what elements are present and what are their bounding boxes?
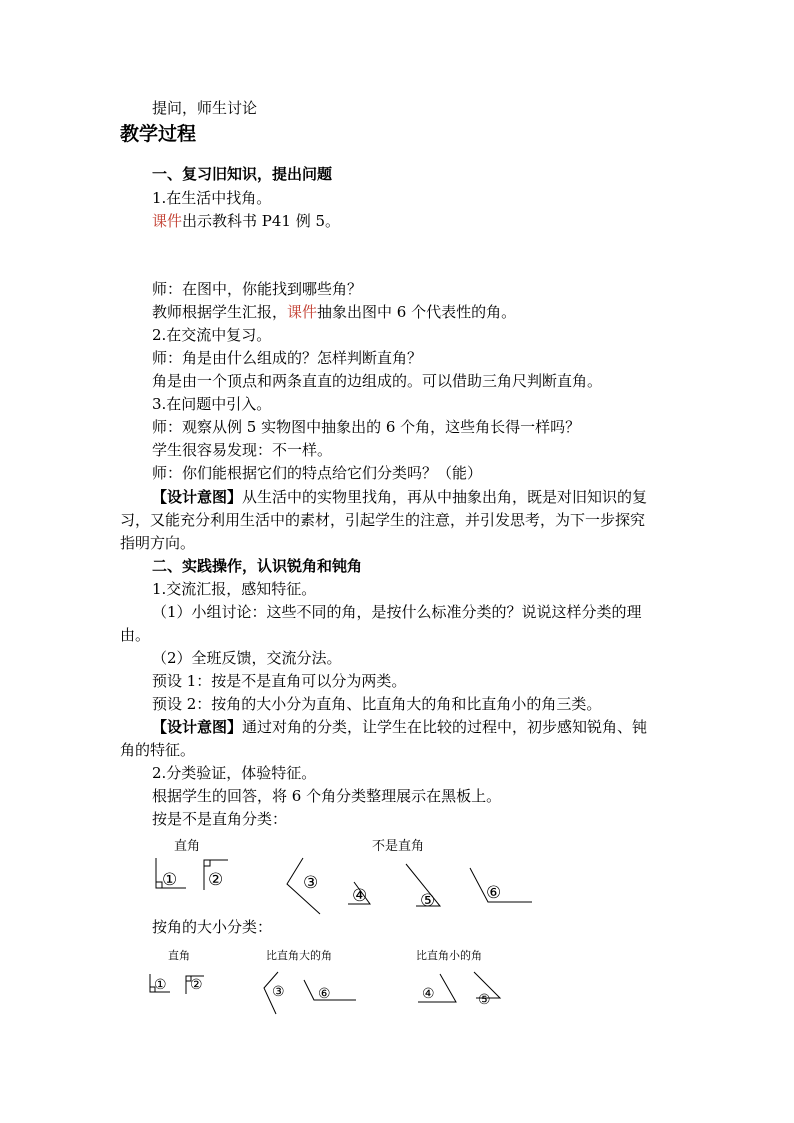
label-right-angle: 直角	[174, 839, 201, 854]
angle-3	[287, 858, 320, 914]
angle-5-small	[474, 972, 500, 1008]
section-title: 教学过程	[120, 123, 197, 145]
angle-1	[156, 858, 186, 890]
paragraph: 2.在交流中复习。	[152, 326, 272, 344]
angle-5	[406, 864, 440, 911]
paragraph	[152, 716, 647, 738]
angle-3-small	[264, 972, 285, 1014]
intro-line: 提问，师生讨论	[152, 99, 258, 117]
angle-classification-figure-1	[140, 830, 560, 920]
paragraph	[152, 486, 647, 508]
paragraph: 学生很容易发现：不一样。	[152, 441, 333, 459]
paragraph-text: 从生活中的实物里找角，再从中抽象出角，既是对旧知识的复	[242, 488, 648, 506]
angle-number-4: ④	[422, 986, 435, 1002]
angle-2	[204, 860, 228, 890]
angle-number-1: ①	[162, 870, 178, 890]
paragraph: 3.在问题中引入。	[152, 395, 272, 413]
paragraph: 按是不是直角分类：	[152, 810, 288, 828]
paragraph: 师：你们能根据它们的特点给它们分类吗？（能）	[152, 464, 483, 482]
label-not-right-angle: 不是直角	[372, 839, 425, 854]
angle-number-3: ③	[272, 984, 285, 1000]
paragraph: 指明方向。	[120, 534, 196, 552]
angle-2-small	[186, 976, 204, 994]
paragraph: 角是由一个顶点和两条直直的边组成的。可以借助三角尺判断直角。	[152, 372, 603, 390]
paragraph: 预设 1：按是不是直角可以分为两类。	[152, 672, 407, 690]
paragraph: 按角的大小分类：	[152, 918, 273, 936]
paragraph	[152, 301, 516, 323]
heading-review: 一、复习旧知识，提出问题	[152, 165, 333, 183]
paragraph-text: 出示教科书 P41 例 5。	[182, 212, 341, 230]
angle-6-small	[304, 980, 356, 1002]
angle-1-small	[150, 974, 170, 993]
paragraph: 根据学生的回答，将 6 个角分类整理展示在黑板上。	[152, 787, 502, 805]
paragraph: 1.在生活中找角。	[152, 189, 272, 207]
design-intent-label: 【设计意图】	[152, 488, 243, 506]
paragraph: 角的特征。	[120, 741, 196, 759]
label-smaller-than-right: 比直角小的角	[416, 949, 482, 962]
paragraph-text: 教师根据学生汇报，	[152, 303, 288, 321]
angle-classification-figure-2	[140, 942, 520, 1020]
angle-number-6: ⑥	[318, 986, 331, 1002]
heading-practice: 二、实践操作，认识锐角和钝角	[152, 557, 363, 575]
paragraph	[152, 210, 340, 232]
angle-6	[470, 868, 532, 903]
angle-number-2: ②	[208, 870, 224, 890]
paragraph: （1）小组讨论：这些不同的角，是按什么标准分类的？说说这样分类的理	[152, 603, 642, 621]
paragraph: 由。	[120, 626, 151, 644]
paragraph: 1.交流汇报，感知特征。	[152, 580, 317, 598]
paragraph: （2）全班反馈，交流分法。	[152, 649, 342, 667]
design-intent-label: 【设计意图】	[152, 718, 243, 736]
angle-number-3: ③	[303, 873, 319, 893]
angle-number-5: ⑤	[420, 891, 436, 911]
paragraph: 师：在图中，你能找到哪些角？	[152, 280, 363, 298]
courseware-term: 课件	[152, 212, 183, 230]
paragraph: 师：观察从例 5 实物图中抽象出的 6 个角，这些角长得一样吗？	[152, 418, 581, 436]
paragraph: 习，又能充分利用生活中的素材，引起学生的注意，并引发思考，为下一步探究	[120, 511, 646, 529]
paragraph: 2.分类验证，体验特征。	[152, 764, 317, 782]
paragraph: 师：角是由什么组成的？怎样判断直角？	[152, 349, 423, 367]
label-right-angle-2: 直角	[168, 949, 190, 962]
angle-number-2: ②	[190, 977, 203, 993]
angle-number-6: ⑥	[486, 883, 502, 903]
angle-4	[348, 882, 370, 906]
paragraph-text: 通过对角的分类，让学生在比较的过程中，初步感知锐角、钝	[242, 718, 648, 736]
angle-number-5: ⑤	[478, 992, 491, 1008]
angle-4-small	[418, 974, 456, 1002]
courseware-term: 课件	[287, 303, 318, 321]
paragraph: 预设 2：按角的大小分为直角、比直角大的角和比直角小的角三类。	[152, 695, 602, 713]
angle-number-4: ④	[352, 886, 368, 906]
label-bigger-than-right: 比直角大的角	[266, 949, 332, 962]
paragraph-text: 抽象出图中 6 个代表性的角。	[317, 303, 517, 321]
angle-number-1: ①	[154, 977, 167, 993]
